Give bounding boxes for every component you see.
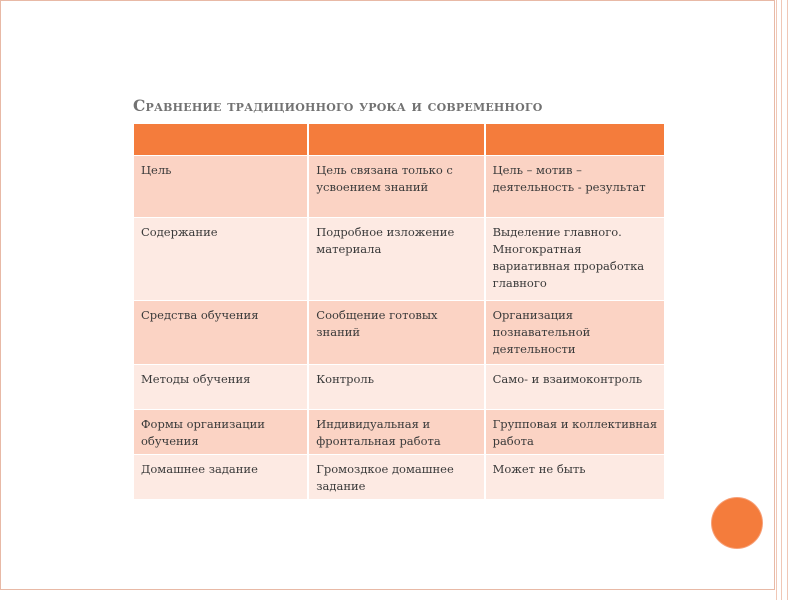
row-label: Домашнее задание: [134, 455, 308, 500]
modern-cell: Групповая и коллективная работа: [485, 410, 664, 455]
traditional-cell: Сообщение готовых знаний: [308, 301, 484, 365]
table-row: [134, 410, 664, 455]
edge-line-3: [787, 0, 788, 600]
row-label: Цель: [134, 156, 308, 218]
decorative-circle: [712, 498, 762, 548]
traditional-cell: Контроль: [308, 365, 484, 410]
modern-cell: Выделение главного. Многократная вариативная проработка главного: [485, 218, 664, 301]
edge-line-1: [776, 0, 777, 600]
row-label: Средства обучения: [134, 301, 308, 365]
table-row: [134, 156, 664, 218]
table-row: [134, 455, 664, 500]
traditional-cell: Громоздкое домашнее задание: [308, 455, 484, 500]
modern-cell: Цель – мотив – деятельность - результат: [485, 156, 664, 218]
traditional-cell: Индивидуальная и фронтальная работа: [308, 410, 484, 455]
modern-cell: Может не быть: [485, 455, 664, 500]
traditional-cell: Подробное изложение материала: [308, 218, 484, 301]
row-label: Формы организации обучения: [134, 410, 308, 455]
table-row: [134, 218, 664, 301]
modern-cell: Само- и взаимоконтроль: [485, 365, 664, 410]
table-row: [134, 301, 664, 365]
table-header-row: [134, 124, 664, 156]
table-row: [134, 365, 664, 410]
header-cell-3: [485, 124, 664, 156]
row-label: Содержание: [134, 218, 308, 301]
header-cell-2: [308, 124, 484, 156]
traditional-cell: Цель связана только с усвоением знаний: [308, 156, 484, 218]
modern-cell: Организация познавательной деятельности: [485, 301, 664, 365]
comparison-table: [134, 124, 664, 499]
slide-title: Сравнение традиционного урока и современного: [133, 96, 543, 115]
header-cell-1: [134, 124, 308, 156]
edge-line-2: [781, 0, 782, 600]
row-label: Методы обучения: [134, 365, 308, 410]
